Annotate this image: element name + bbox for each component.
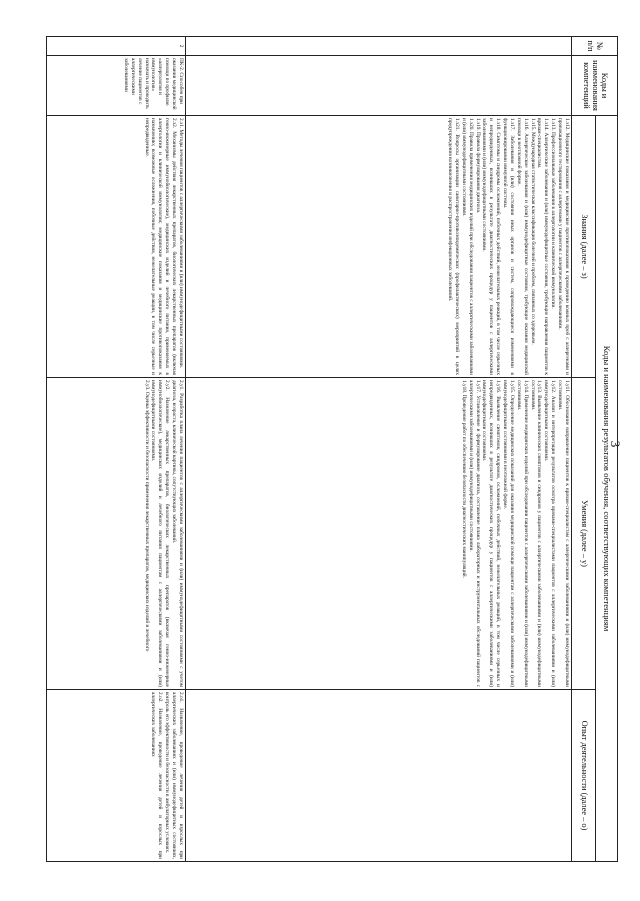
table-row [47,37,186,862]
header-skills: Умения (далее – у) [572,378,596,690]
row1-skills [186,378,572,690]
header-experience: Опыт деятельности (далее – о) [572,690,596,862]
list-item: 2.у2. Назначение лекарственных препаратов, биологических лекарственных препаратов (включая генно-инженерные иммунобиологические), медицинских изделий и лечебного питания пациентам с аллергическими заболеваниями и (или) иммунодефицитными состояниями. [150,380,171,687]
page-number: 3 [608,440,623,448]
list-item: 1.у13. Выявление клинических симптомов и синдромов у пациентов с аллергическими заболеваниями и (или) иммунодефицитными состояниями. [529,380,543,687]
header-num: № п/п [572,37,618,56]
list-item: 1.з21. Вопросы организации санитарно-противоэпидемических (профилактических) мероприятий в целях предупреждения возникновения и распространения инфекционных заболеваний. [447,118,460,375]
list-item: 1.з15. Международная статистическая классификация болезней и проблем, связанных со здоровьем. [529,118,536,345]
table-row [186,37,572,862]
list-item: 1.з16. Аллергические заболевания и (или) иммунодефицитные состояния, требующие оказания медицинской помощи в неотложной форме. [515,118,529,375]
list-item: 2.о2. Назначение, проведение лечения детей и взрослых при аллергических заболеваниях [150,692,164,860]
row2-code: ПК-2. Способен при оказании медицинской помощи по профилю «аллергология и иммунология» назначать и проводить лечение пациентов с аллергическими заболеваниями [47,56,186,116]
list-item: 1.у12. Анализ и интерпретация результатов осмотра врачами-специалистами пациентов с аллергическими заболеваниями и (или) иммунодефицитными состояниями. [543,380,557,687]
row1-knowledge [186,116,572,378]
list-item: 2.у1. Разработка плана лечения пациентов с аллергическими заболеваниями и (или) иммунодефицитными состояниями с учетом диагноза, возраста, клинической картины, сопутствующих заболеваний. [171,380,184,687]
competency-table [46,36,618,862]
list-item: 1.з13. Профессиональные заболевания в аллергологии и клинической иммунологии. [550,118,557,309]
list-item: 1.з19. Правила формулирования диагноза. [474,118,481,214]
list-item: 1.у15. Определение медицинских показаний для оказания медицинской помощи пациентам с аллергическими заболеваниями и (или) иммунодефицитными состояниями в неотложной форме. [502,380,515,687]
row2-experience [47,690,186,862]
list-item: 1.у17. Установление и формулирование диагноза, составление плана лабораторных и инструментальных обследований пациентов с аллергическими заболеваниями и (или) иммунодефицитными состояниями. [467,380,481,687]
row2-num: 2 [47,37,186,56]
list-item: 2.о1. Назначение, проведение лечения детей и взрослых при аллергических заболеваниях и (или) иммунодефицитных состояниях, контроль его эффективности и безопасности в амбулаторных условиях. [164,692,184,860]
header-results-group: Коды и наименования результатов обучения, соответствующих компетенциям [596,116,618,862]
row1-experience [186,690,572,862]
header-codes: Коды и наименования компетенций [572,56,618,116]
list-item: 1.з20. Правила применения медицинских изделий при обследовании пациентов с аллергическими заболеваниями и (или) иммунодефицитными состояниями. [460,118,474,375]
list-item: 1.у18. Проведение работ по обеспечению безопасности диагностических манипуляций. [460,380,467,578]
list-item: 1.з18. Симптомы и синдромы осложнений, побочных действий, нежелательных реакций, в том числе серьезных и непредвиденных, возникших в результате диагностических процедур у пациентов с аллергическими заболеваниями и (или) иммунодефицитными состояниями. [481,118,502,375]
list-item: 2.з2. Механизмы действия лекарственных препаратов, биологических лекарственных препаратов (включая генно-инженерные иммунобиологические), медицинских изделий и лечебного питания, применяемых в аллергологии и клинической иммунологии; медицинские показания и медицинские противопоказания к назначению; возможные осложнения, побочные действия, нежелательные реакции, в том числе серьезные и непредвиденные. [143,118,178,375]
list-item: 1.з14. Аллергические заболевания и (или) иммунодефицитные состояния, требующие направления пациентов к врачам-специалистам. [536,118,550,375]
list-item: 1.у11. Обоснование направление пациентов к врачам-специалистам с аллергическими заболеваниями и (или) иммунодефицитными состояниями. [557,380,570,687]
row1-num [186,37,572,56]
list-item: 1.у16. Выявление симптомов, синдромов, осложнений, побочных действий, нежелательных реакций, в том числе серьезных и непредвиденных, возникших в результате диагностических процедур у пациентов с аллергическими заболеваниями и (или) иммунодефицитными состояниями. [481,380,502,687]
list-item: 2.з1. Методы лечения пациентов с аллергическими заболеваниями и (или) иммунодефицитными состояниями. [178,118,184,369]
row2-skills [47,378,186,690]
list-item: 2.у3. Оценка эффективности и безопасности применения лекарственных препаратов, медицинских изделий и лечебного [143,380,150,652]
header-knowledge: Знания (далее – з) [572,116,596,378]
list-item: 1.з17. Заболевания и (или) состояния иных органов и систем, сопровождающиеся изменениями в функционировании иммунной системы. [502,118,515,375]
row2-knowledge [47,116,186,378]
list-item: 1.з12. Медицинские показания и медицинские противопоказания к проведению кожных проб с аллергенами и провокационного тестирования с аллергенами у пациентов с аллергическими заболеваниями. [557,118,570,375]
competency-table-rotated [46,36,618,861]
row1-code [186,56,572,116]
list-item: 1.у14. Применение медицинских изделий при обследовании пациентов с аллергическими заболеваниями и (или) иммунодефицитными состояниями. [515,380,529,687]
